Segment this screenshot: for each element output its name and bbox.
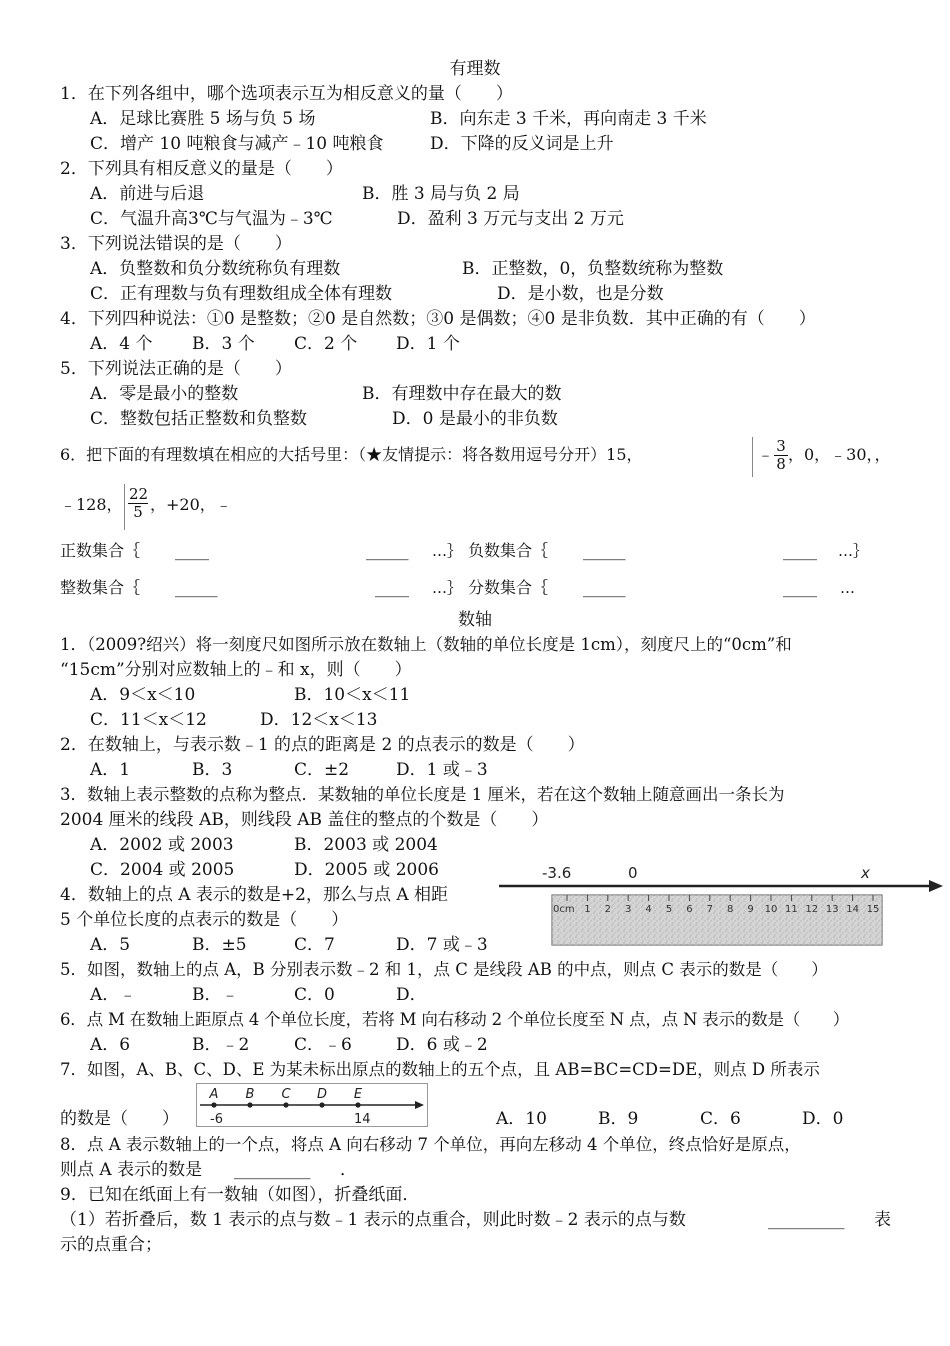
q1-option-a: A．足球比赛胜 5 场与负 5 场	[90, 109, 316, 129]
ruler-tick-label: 2	[604, 904, 611, 915]
q2-option-d: D．盈利 3 万元与支出 2 万元	[397, 209, 624, 229]
s2-q9-line2: （1）若折叠后，数 1 表示的点与数﹣1 表示的点重合，则此时数﹣2 表示的点与数	[60, 1210, 686, 1230]
s2-q7-line2: 的数是（ ）	[60, 1109, 179, 1129]
s2-q8-line1: 8．点 A 表示数轴上的一个点，将点 A 向右移动 7 个单位，再向左移动 4 个单位，终点恰好是原点，	[60, 1135, 801, 1154]
negative-set-label: 负数集合｛	[468, 541, 549, 560]
q5-option-d: D．0 是最小的非负数	[392, 409, 558, 429]
ruler-tick-label: 14	[846, 904, 859, 915]
s2-q1-line2: “15cm”分别对应数轴上的﹣和 x，则（ ）	[60, 660, 412, 680]
positive-set-label: 正数集合｛	[60, 541, 141, 560]
point-label-e: E	[353, 1087, 363, 1102]
s2-q7-option-b: B．9	[598, 1109, 639, 1129]
s2-q8-line2: 则点 A 表示的数是	[60, 1160, 203, 1180]
q4-stem: 4．下列四种说法：①0 是整数；②0 是自然数；③0 是偶数；④0 是非负数．其中正确的有（ ）	[60, 309, 816, 329]
q3-stem: 3．下列说法错误的是（ ）	[60, 234, 292, 254]
s2-q2-option-d: D．1 或﹣3	[396, 760, 488, 780]
s2-q1-option-c: C．11＜x＜12	[90, 710, 207, 730]
q3-option-d: D．是小数，也是分数	[497, 284, 664, 304]
s2-q3-line2: 2004 厘米的线段 AB，则线段 AB 盖住的整点的个数是（ ）	[60, 810, 549, 830]
q4-option-d: D．1 个	[396, 334, 460, 354]
q3-option-a: A．负整数和负分数统称负有理数	[90, 259, 341, 279]
s2-q4-option-d: D．7 或﹣3	[396, 935, 488, 955]
q4-option-c: C．2 个	[294, 334, 358, 354]
s2-q1-option-d: D．12＜x＜13	[260, 710, 378, 730]
ruler-tick-label: 0cm	[553, 904, 575, 915]
s2-q6-option-c: C．﹣6	[294, 1035, 352, 1055]
s2-q4-line1: 4．数轴上的点 A 表示的数是+2，那么与点 A 相距	[60, 885, 449, 905]
q2-option-c: C．气温升高3℃与气温为﹣3℃	[90, 209, 333, 229]
positive-set-close: …｝	[432, 542, 463, 560]
ruler-tick-label: 4	[645, 904, 652, 915]
section-title-rational: 有理数	[449, 59, 501, 79]
q6-fraction-22-5	[128, 486, 148, 521]
q6-rest-numbers: ，0，﹣30，，	[788, 445, 891, 464]
s2-q2-option-c: C．±2	[294, 760, 350, 780]
label-14: 14	[354, 1112, 371, 1127]
s2-q9-blank: _________	[768, 1210, 845, 1230]
q6-stem: 6．把下面的有理数填在相应的大括号里：（★友情提示：将各数用逗号分开）15，	[60, 445, 643, 464]
point-label-b: B	[245, 1087, 255, 1102]
s2-q2-option-a: A．1	[90, 760, 131, 780]
label-negative-3-6: -3.6	[542, 864, 572, 882]
ruler-tick-label: 8	[727, 904, 734, 915]
q5-option-c: C．整数包括正整数和负整数	[90, 409, 308, 429]
s2-q4-line2: 5 个单位长度的点表示的数是（ ）	[60, 910, 349, 930]
s2-q5-option-a: A．﹣	[90, 985, 137, 1005]
q3-option-c: C．正有理数与负有理数组成全体有理数	[90, 284, 393, 304]
fraction-set-blank-1: _____	[583, 578, 626, 598]
ruler-tick-label: 9	[747, 904, 754, 915]
q3-option-b: B．正整数，0，负整数统称为整数	[462, 259, 724, 279]
integer-set-label: 整数集合｛	[60, 578, 141, 597]
fraction-box-border	[752, 437, 753, 477]
s2-q7-line1: 7．如图，A、B、C、D、E 为某未标出原点的数轴上的五个点，且 AB=BC=CD=DE，则点 D 所表示	[60, 1060, 820, 1079]
point-label-d: D	[316, 1087, 328, 1102]
q6-line2-end: ，+20，﹣	[150, 495, 232, 514]
s2-q7-option-d: D．0	[802, 1109, 844, 1129]
ruler-tick-label: 10	[764, 904, 778, 915]
label-zero: 0	[628, 864, 638, 882]
positive-set-blank-1: ____	[175, 541, 209, 561]
s2-q8-blank: _________	[234, 1160, 311, 1180]
ruler-tick-label: 12	[805, 904, 819, 915]
s2-q3-option-d: D．2005 或 2006	[294, 860, 439, 880]
ruler-tick-label: 5	[665, 904, 673, 915]
s2-q4-option-c: C．7	[294, 935, 335, 955]
s2-q5-option-b: B．﹣	[192, 985, 239, 1005]
s2-q3-option-a: A．2002 或 2003	[90, 835, 234, 855]
fraction-numerator: 22	[129, 485, 149, 503]
s2-q6-option-d: D．6 或﹣2	[396, 1035, 488, 1055]
point-label-c: C	[281, 1087, 291, 1102]
fraction-denominator: 5	[133, 503, 143, 521]
s2-q3-option-b: B．2003 或 2004	[294, 835, 438, 855]
s2-q2-option-b: B．3	[192, 760, 233, 780]
s2-q1-option-b: B．10＜x＜11	[294, 685, 411, 705]
q2-stem: 2．下列具有相反意义的量是（ ）	[60, 159, 343, 179]
ruler-tick-label: 1	[584, 904, 591, 915]
fraction-denominator: 8	[776, 455, 786, 473]
q2-option-b: B．胜 3 局与负 2 局	[362, 184, 520, 204]
ruler-tick-label: 7	[706, 904, 713, 915]
integer-set-close: …｝	[432, 579, 463, 597]
q2-option-a: A．前进与后退	[90, 184, 205, 204]
s2-q3-line1: 3．数轴上表示整数的点称为整点．某数轴的单位长度是 1 厘米，若在这个数轴上随意画出一条长为	[60, 785, 785, 804]
ruler-tick-label: 15	[866, 904, 880, 915]
integer-set-blank-2: ____	[375, 578, 409, 598]
fraction-set-dots: …	[840, 579, 855, 597]
s2-q5-stem: 5．如图，数轴上的点 A，B 分别表示数﹣2 和 1，点 C 是线段 AB 的中点，则点 C 表示的数是（ ）	[60, 960, 828, 979]
q1-option-b: B．向东走 3 千米，再向南走 3 千米	[430, 109, 707, 129]
s2-q4-option-b: B．±5	[192, 935, 247, 955]
point-dot-a	[211, 1102, 216, 1107]
s2-q2-stem: 2．在数轴上，与表示数﹣1 的点的距离是 2 的点表示的数是（ ）	[60, 735, 585, 755]
fraction-box-border	[124, 484, 125, 530]
s2-q7-option-c: C．6	[700, 1109, 741, 1129]
s2-q1-line1: 1．（2009?绍兴）将一刻度尺如图所示放在数轴上（数轴的单位长度是 1cm），刻度尺上的“0cm”和	[60, 635, 792, 654]
s2-q6-option-a: A．6	[90, 1035, 131, 1055]
q4-option-a: A．4 个	[90, 334, 153, 354]
q4-option-b: B．3 个	[192, 334, 255, 354]
five-points-number-line	[196, 1083, 428, 1127]
positive-set-blank-2: _____	[366, 541, 409, 561]
s2-q8-end: ．	[340, 1160, 357, 1180]
q6-fraction-3-8	[774, 438, 788, 473]
label-x: x	[861, 864, 870, 882]
s2-q5-option-c: C．0	[294, 985, 335, 1005]
ruler-tick-label: 3	[625, 904, 632, 915]
negative-set-blank-1: _____	[583, 541, 626, 561]
point-dot-d	[319, 1102, 324, 1107]
ruler-tick-label: 11	[785, 904, 798, 915]
point-label-a: A	[209, 1087, 219, 1102]
s2-q9-line2-end: 表	[874, 1210, 891, 1230]
q1-option-d: D．下降的反义词是上升	[430, 134, 614, 154]
s2-q5-option-d: D．	[396, 985, 427, 1005]
integer-set-blank-1: _____	[175, 578, 218, 598]
ruler-tick-label: 13	[825, 904, 839, 915]
point-dot-b	[247, 1102, 252, 1107]
s2-q7-option-a: A．10	[496, 1109, 547, 1129]
s2-q9-line1: 9．已知在纸面上有一数轴（如图），折叠纸面．	[60, 1185, 420, 1205]
s2-q1-option-a: A．9＜x＜10	[90, 685, 196, 705]
s2-q6-stem: 6．点 M 在数轴上距原点 4 个单位长度，若将 M 向右移动 2 个单位长度至 N 点，点 N 表示的数是（ ）	[60, 1010, 849, 1029]
q5-option-b: B．有理数中存在最大的数	[362, 384, 562, 404]
s2-q3-option-c: C．2004 或 2005	[90, 860, 235, 880]
q5-stem: 5．下列说法正确的是（ ）	[60, 359, 292, 379]
q6-minus: ﹣	[757, 445, 774, 465]
q1-stem: 1．在下列各组中，哪个选项表示互为相反意义的量（ ）	[60, 84, 513, 104]
fraction-numerator: 3	[774, 438, 788, 456]
point-dot-e	[355, 1102, 360, 1107]
q5-option-a: A．零是最小的整数	[90, 384, 239, 404]
negative-set-close: …｝	[838, 542, 869, 560]
ruler-tick-label: 6	[686, 904, 693, 915]
s2-q4-option-a: A．5	[90, 935, 131, 955]
fraction-set-blank-2: ____	[783, 578, 817, 598]
point-dot-c	[283, 1102, 288, 1107]
label-minus-6: -6	[210, 1112, 223, 1127]
s2-q6-option-b: B．﹣2	[192, 1035, 250, 1055]
fraction-set-label: 分数集合｛	[468, 578, 549, 597]
s2-q9-line3: 示的点重合；	[60, 1235, 162, 1255]
negative-set-blank-2: ____	[783, 541, 817, 561]
q6-line2-start: ﹣128，	[60, 495, 123, 514]
ruler-number-line-figure	[497, 858, 945, 948]
section-title-number-line: 数轴	[458, 610, 492, 630]
q1-option-c: C．增产 10 吨粮食与减产﹣10 吨粮食	[90, 134, 384, 154]
